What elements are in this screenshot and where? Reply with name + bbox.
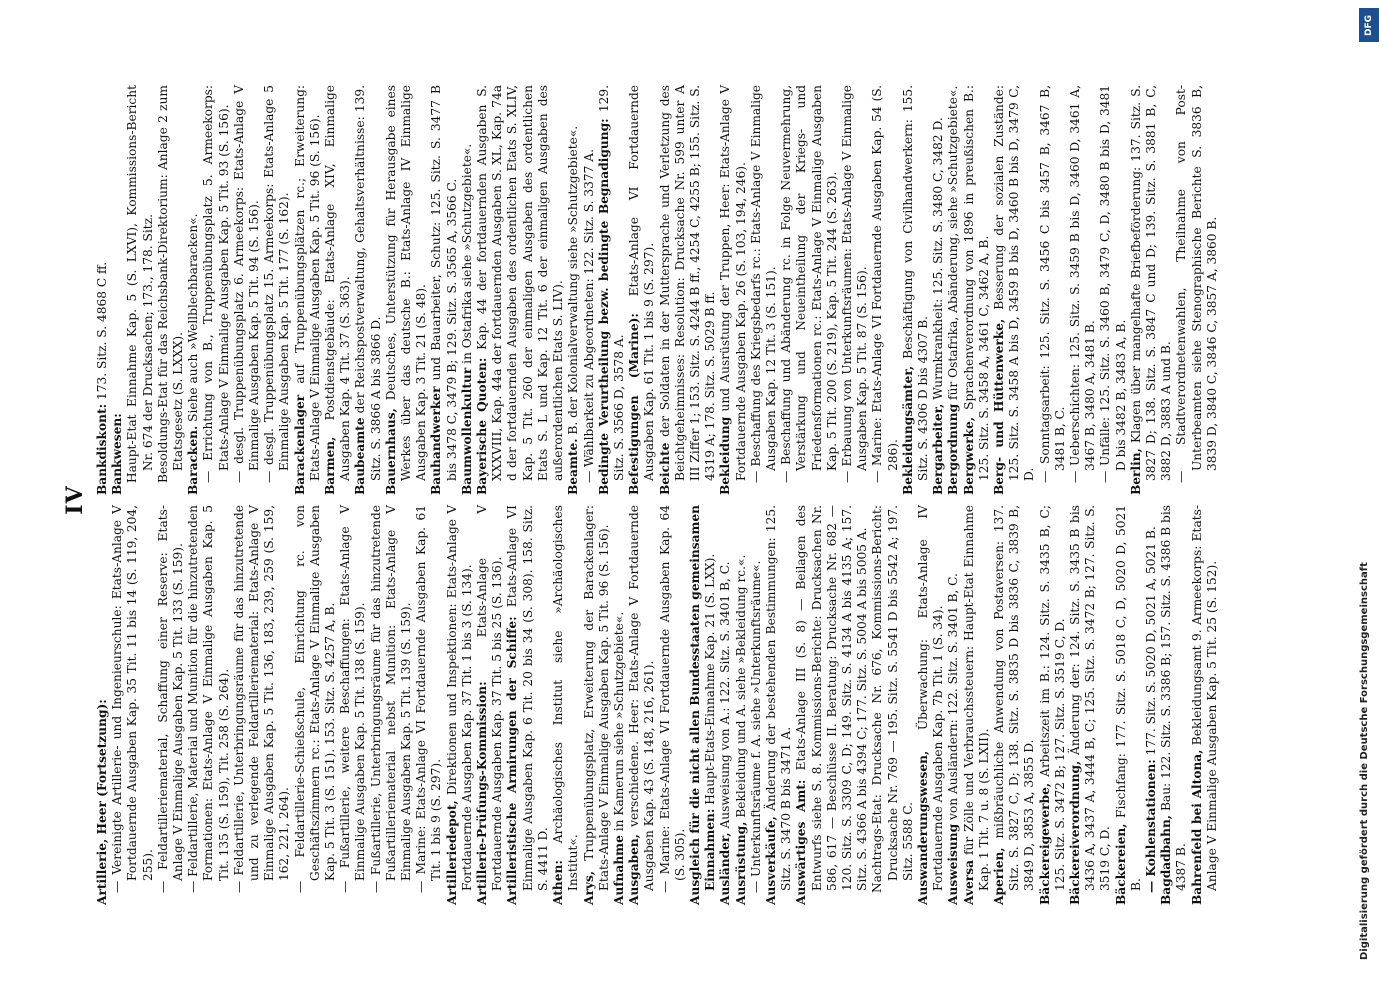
index-entry [1068,85,1098,495]
index-entry-text: und Bauarbeiter, Schutz: 125. Sitz. S. 3477 B bis 3478 C, 3479 B; 129. Sitz. S. 3565 A, 3566 C. [429,85,459,481]
index-entry-heading: Berlin, [1128,448,1143,495]
index-entry-text: Kap. 44 der fortdauernden Ausgaben S. XXXVIII, Kap. 44a der fortdauernden Ausgaben S. XL, Kap. 74a d der fortdauernden Ausgaben des ordentlichen Etats S. XLIV, Kap. 5 Tit. 260 der einmaligen Ausgaben des ordentlichen Etats S. L und Kap. 12 Tit. 6 der einmaligen Ausgaben des außerordentlichen Etats S. LIV). [475,85,566,481]
index-entry-text: auf Truppenübungsplätzen rc.; Erweiterung: Etats-Anlage V Einmalige Ausgaben Kap. 5 Tit. 96 (S. 156). [292,85,322,481]
index-entry-text: Sprachenverordnung von 1896 in preußischen B.: 125. Sitz. S. 3458 A, 3461 C, 3462 A, B. [961,85,991,481]
index-entry [95,85,110,495]
index-entry [870,85,900,495]
index-entry [1068,505,1114,905]
index-entry-text: — Feldartillerie, Unterbringungsräume für das hinzutretende und zu verlegende Feldartilleriematerial: Etats-Anlage V Einmalige Ausgaben Kap. 5 Tit. 136, 183, 239, 259 (S. 159, 162, 221, 264). [231,505,292,893]
index-entry [658,85,719,495]
index-entry-text: 129. Sitz. S. 3566 D, 3578 A. [596,85,626,481]
index-entry-text: — Feldartillerie, Material und Munition für die hinzutretenden Formationen: Etats-Anlage V Einmalige Ausgaben Kap. 5 Tit. 135 (S. 159), Tit. 258 (S. 264). [186,505,231,893]
index-entry-heading: Baracken. [186,425,201,495]
index-entry-heading: Auswärtiges Amt: [794,779,809,905]
index-entry-text: — Marine: Etats-Anlage VI Fortdauernde Ausgaben Kap. 61 Tit. 1 bis 9 (S. 297). [414,505,444,893]
index-entry [870,505,916,905]
index-entry-heading: Aperien, [991,847,1006,905]
index-entry-heading: Bauernhaus, [383,408,398,495]
index-entry-text: Besoldungs-Etat für das Reichsbank-Direktorium: Anlage 2 zum Etatsgesetz (S. LXXX). [155,85,186,483]
index-entry-heading: Barmen, [323,436,338,495]
index-entry-heading: Bayerische Quoten: [475,357,490,495]
index-entry-heading: Ausrüstung, [733,821,748,905]
index-entry-heading: Bäckereiverordnung, [1068,760,1082,905]
index-entry-heading: Bauhandwerker [429,386,444,495]
index-entry-heading: Bergordnung [946,403,961,495]
index-entry-heading: Bergarbeiter, [931,403,946,495]
index-entry [688,505,718,905]
index-entry-heading: Bekleidung [718,416,733,495]
index-entry [962,505,992,905]
index-entry [293,505,339,905]
index-entry [901,85,931,495]
index-entry-heading: Beamte. [566,438,581,495]
index-entry-text: — Marine: Etats-Anlage VI Fortdauernde Ausgaben Kap. 54 (S. 286). [870,85,900,483]
index-entry-text: — Unfälle: 125. Sitz. S. 3460 B, 3479 C, D, 3480 B bis D, 3481 D bis 3482 B, 3483 A, B. [1098,85,1128,483]
index-entry [794,505,870,905]
index-entry [1190,505,1220,905]
index-entry-text: — Ueberschichten: 125. Sitz. S. 3459 B bis D, 3460 D, 3461 A, 3467 B, 3480 A, 3481 B. [1068,85,1098,483]
index-entry-text: Klagen über mangelhafte Briefbeförderung: 137. Sitz. S. 3827 D; 138. Sitz. S. 3847 C und D; 139. Sitz. S. 3881 B, C, 3882 D, 3883 A und B. [1128,85,1174,481]
index-entry [414,505,444,905]
index-entry [946,85,961,495]
index-entry [201,85,231,495]
index-entry-heading: Bedingte Verurtheilung bezw. bedingte Begnadigung: [596,118,611,495]
index-entry-text: — Errichtung von B., Truppenübungsplatz 5. Armeekorps: Etats-Anlage V Einmalige Ausgaben Kap. 5 Tit. 93 (S. 156). [201,85,231,483]
index-entry-text: 173. Sitz. S. 4868 C ff. [95,261,109,404]
index-entry-text: — desgl. Truppenübungsplatz 6. Armeekorps: Etats-Anlage V Einmalige Ausgaben Kap. 5 Tit. 94 (S. 156). [231,85,262,483]
index-entry [156,85,186,495]
index-entry-heading: Bergwerke, [961,416,976,495]
index-entry-text: Bekleidungsamt 9. Armeekorps: Etats-Anlage V Einmalige Ausgaben Kap. 5 Tit. 25 (S. 152). [1189,505,1219,891]
index-entry-text: Postdienstgebäude: Etats-Anlage XIV, Einmalige Ausgaben Kap. 4 Tit. 37 (S. 363). [323,85,353,481]
index-entry [764,505,794,905]
index-entry-text: Besserung der sozialen Zustände: 125. Sitz. S. 3458 A bis D, 3459 B bis D, 3460 B bis D, 3479 C, D. [991,85,1037,481]
index-entry [429,85,459,495]
index-entry [779,85,840,495]
index-entry-text: Fischfang: 177. Sitz. S. 5018 C, D, 5020 D, 5021 B. [1113,505,1143,891]
index-entry [916,505,946,905]
index-entry [612,505,627,905]
index-entry-text: in Kamerun siehe »Schutzgebiete«. [611,611,626,836]
index-entry [1129,85,1175,495]
index-entry-heading: Artilleristische Armirungen der Schiffe: [505,616,520,905]
index-entry [262,85,292,495]
index-entry-heading: Ausgaben, [627,834,642,905]
index-column-left [95,505,1220,905]
index-entry-text: — Fußartillerie, weitere Beschaffungen: Etats-Anlage V Einmalige Ausgaben Kap. 5 Tit. 138 (S. 159). [338,505,368,893]
index-entry-text: Archäologisches Institut siehe »Archäologisches Institut«. [551,505,581,891]
index-entry [186,85,201,495]
index-entry-text: Haupt-Etats-Einnahme Kap. 21 (S. LXX). [703,553,718,809]
index-entry-heading: Athen: [551,860,566,905]
index-entry [475,85,566,495]
index-entry-heading: Barackenlager [292,394,307,495]
index-entry-heading: Bäckereien, [1113,823,1128,905]
index-entry [384,85,430,495]
index-entry-text: Etats-Anlage V Fortdauernde Ausgaben Kap. 37 Tit. 5 bis 25 (S. 136). [475,505,505,891]
index-entry-text: Etats-Anlage III (S. 8) — Beilagen des Entwurfs siehe S. 8. Kommissions-Berichte: Drucksachen Nr. 586, 617 — Beschlüsse II. Beratung: Drucksache Nr. 682 — 120. Sitz. S. 3309 C, D; 149. Sitz. S. 4134 A bis 4135 A; 157. Sitz. S. 4366 A bis 4394 C; 177. Sitz. S. 5004 A bis 5005 A. [794,504,870,891]
index-entry-text: Bau: 122. Sitz. S. 3386 B; 157. Sitz. S. 4386 B bis 4387 B. [1159,505,1189,891]
index-entry-heading: Artilleriedepot, [444,800,459,905]
index-entry-text: Ausweisung von A.: 122. Sitz. S. 3401 B, C. [718,561,733,833]
index-entry-text: B. der Kolonialverwaltung siehe »Schutzgebiete«. [566,125,581,439]
index-entry-text: Etats-Anlage VI Fortdauernde Ausgaben Kap. 61 Tit. 1 bis 9 (S. 297). [627,85,657,481]
index-entry-text: — Beschaffung des Kriegsbedarfs rc.: Etats-Anlage V Einmalige Ausgaben Kap. 12 Tit. 3 (S. 151). [748,85,778,483]
index-entry-heading: Befestigungen (Marine): [627,313,642,495]
index-entry-text: — Beschaffung und Abänderung rc. in Folge Neuvermehrung, Verstärkung und Neueintheilung der Kriegs- und Friedensformationen rc.: Etats-Anlage V Einmalige Ausgaben Kap. 5 Tit. 200 (S. 219), Kap. 5 Tit. 244 (S. 263). [779,85,839,483]
index-entry [293,85,323,495]
index-entry-text: verschiedene. Heer: Etats-Anlage V Fortdauernde Ausgaben Kap. 43 (S. 148, 216, 261). [627,505,657,891]
index-entry-heading: Berg- und Hüttenwerke, [991,318,1006,495]
index-entry-heading: Bekleidungsämter, [900,365,915,495]
index-entry [1144,505,1159,905]
index-entry [931,85,946,495]
index-entry [232,85,262,495]
digitization-stamp [1359,0,1379,1000]
index-entry-heading: Ausverkäufe, [763,816,778,905]
dfg-logo: DFG [1359,8,1379,42]
index-entry-text: für Zölle und Verbrauchssteuern: Haupt-Etat Einnahme Kap. 1 Tit. 7 u. 8 (S. LXII). [961,505,991,891]
index-entry [1114,505,1144,905]
index-entry-text: Nachtrags-Etat: Drucksache Nr. 676, Kommissions-Bericht: Drucksache Nr. 769 — 195. Sitz. S. 5541 D bis 5542 A; 197. Sitz. 5588 C. [870,505,915,893]
index-entry-heading: Aversa [961,860,976,905]
stamp-text: Digitalisierung gefördert durch die Deutsche Forschungsgemeinschaft [1359,562,1370,960]
index-entry-heading: Beichte [657,442,672,495]
index-entry-heading: Bäckereigewerbe, [1037,782,1052,905]
index-entry [110,85,125,495]
index-entry [962,85,992,495]
index-entry [110,505,156,905]
index-entry-heading: Arys, [581,870,596,905]
index-entry-text: Überwachung: Etats-Anlage IV Fortdauernde Ausgaben Kap. 7b Tit. 1 (S. 34). [915,505,946,891]
index-entry [369,505,415,905]
index-entry-text: — Erbauung von Unterkunftsräumen: Etats-Anlage V Einmalige Ausgaben Kap. 5 Tit. 87 (S. 156). [839,85,870,483]
index-entry-text: mißbräuchliche Anwendung von Postaversen: 137. Sitz. S. 3827 C, D; 138. Sitz. S. 3835 D bis 3836 C, 3839 B, 3849 D, 3853 A, 3855 D. [991,505,1037,891]
index-entry-text: — desgl. Truppenübungsplatz 15. Armeekorps: Etats-Anlage 5 Einmalige Ausgaben Kap. 5 Tit. 177 (S. 162). [262,85,292,483]
index-entry-text: Wurmkrankheit: 125. Sitz. S. 3480 C, 3482 D. [931,117,946,404]
index-entry [232,505,293,905]
index-entry [460,85,475,495]
index-entry-text: Arbeitszeit im B.: 124. Sitz. S. 3435 B, C; 125. Sitz. S. 3472 B; 127. Sitz. S. 3519 C, D. [1037,505,1067,891]
index-entry-text: — Feldartillerie-Schießschule, Einrichtung rc. von Geschäftszimmern rc.: Etats-Anlage V Einmalige Ausgaben Kap. 5 Tit. 3 (S. 151). 153. Sitz. S. 4257 A, B. [292,505,338,893]
index-entry [1038,85,1068,495]
index-entry-text: in Ostafrika siehe »Schutzgebiete«. [459,143,474,368]
index-entry-text: Beschäftigung von Civilhandwerkern: 155. Sitz. S. 4306 D bis 4307 B. [900,85,930,481]
index-column-right [95,85,1220,495]
index-entry [734,505,749,905]
index-entry [718,505,733,905]
index-entry [338,505,368,905]
index-entry [156,505,186,905]
index-entry [505,505,551,905]
index-entry-heading: Auswanderungswesen, [915,750,930,905]
index-entry-text: — Fußartillerie, Unterbringungsräume für das hinzutretende Fußartilleriematerial nebst Munition: Etats-Anlage V Einmalige Ausgaben Kap. 5 Tit. 139 (S. 159). [368,505,414,893]
index-entry [749,85,779,495]
index-entry [551,505,581,905]
index-entry-text: Direktionen und Inspektionen: Etats-Anlage V Fortdauernde Ausgaben Kap. 37 Tit. 1 bis 3 (S. 134). [444,505,474,891]
index-entry-heading: Ausgleich für die nicht allen Bundesstaaten gemeinsamen Einnahmen: [687,505,718,905]
index-entry-heading: Bankdiskont: [95,403,109,495]
index-entry [1098,85,1128,495]
index-entry-text: und Ausrüstung der Truppen, Heer: Etats-Anlage V Fortdauernde Ausgaben Kap. 26 (S. 103, 194, 246). [718,85,748,481]
index-entry-heading: Baumwollenkultur [459,367,474,495]
index-entry [1159,505,1189,905]
index-entry-heading: Ausländer, [718,832,733,905]
index-entry [992,505,1038,905]
index-entry [597,85,627,495]
index-entry-text: von Ausländern: 122. Sitz. S. 3401 B, C. [946,573,961,824]
index-entry [582,85,597,495]
index-entry-heading: Artillerie, Heer (Fortsetzung): [95,699,109,905]
index-entry-heading: — Kohlenstationen: [1144,759,1159,893]
index-entry [582,505,612,905]
index-entry-text: der Soldaten in der Muttersprache und Verletzung des Beichtgeheimnisses: Resolution: Drucksache Nr. 599 unter A III Ziffer 1; 153. Sitz. S. 4244 B ff., 4254 C, 4255 B; 155. Sitz. S. 4319 A; 178. Sitz. S. 5029 B ff. [657,85,718,481]
index-entry-text: 177. Sitz. S. 5020 D, 5021 A, 5021 B. [1144,526,1159,760]
index-entry-heading: Artillerie-Prüfungs-Kommission: [475,681,490,905]
index-entry-text: Bekleidung und A. siehe »Bekleidung rc.«. [733,554,748,822]
index-entry-heading: Baubeamte [353,417,368,495]
index-entry-text: für Ostafrika, Abänderung, siehe »Schutzgebiete«. [946,85,961,404]
index-entry [1174,85,1220,495]
index-entry [992,85,1038,495]
index-entry [627,505,657,905]
index-entry [125,85,155,495]
index-entry [353,85,383,495]
index-entry-text: der Reichspostverwaltung, Gehaltsverhältnisse: 139. Sitz. S. 3866 A bis 3866 D. [353,85,383,481]
index-entry-text: Siehe auch »Wellblechbaracken«. [186,213,201,426]
index-entry [95,505,110,905]
index-entry-heading: Aufnahme [611,835,626,905]
index-entry [445,505,475,905]
index-entry-text: — Marine: Etats-Anlage VI Fortdauernde Ausgaben Kap. 64 (S. 305). [657,505,687,893]
index-entry-heading: Bagdadbahn, [1159,814,1174,905]
index-entry [946,505,961,905]
index-entry-text: Deutsches, Unterstützung für Herausgabe eines Werkes über das deutsche B.: Etats-Anlage IV Einmalige Ausgaben Kap. 3 Tit. 21 (S. 48). [383,85,429,481]
index-entry-text: — Sonntagsarbeit: 125. Sitz. S. 3456 C bis 3457 B, 3467 B, 3481 B, C. [1037,85,1067,483]
index-entry [718,85,748,495]
index-entry-text: Haupt-Etat Einnahme Kap. 5 (S. LXVI), Kommissions-Bericht Nr. 674 der Drucksachen; 173., 178. Sitz. [125,85,155,483]
index-entry [323,85,353,495]
index-entry-text: Truppenübungsplatz, Erweiterung der Barackenlager: Etats-Anlage V Einmalige Ausgaben Kap. 5 Tit. 96 (S. 156). [581,505,611,891]
index-entry [840,85,870,495]
index-entry [186,505,232,905]
index-entry [627,85,657,495]
index-entry-text: Änderung der bestehenden Bestimmungen: 125. Sitz. S. 3470 B bis 3471 A. [763,505,794,891]
index-entry [566,85,581,495]
index-entry-text: — Feldartilleriematerial, Schaffung einer Reserve: Etats-Anlage V Einmalige Ausgaben Kap. 5 Tit. 133 (S. 159). [155,505,186,893]
index-entry-text: — Stadtverordnetenwahlen, Theilnahme von Post-Unterbeamten siehe Stenographische Berichte S. 3836 B, 3839 D, 3840 C, 3846 C, 3857 A, 3860 B. [1174,85,1219,483]
index-entry-text: — Unterkunftsräume f. A. siehe »Unterkunftsräume«. [748,560,763,893]
index-entry-heading: Bahrenfeld bei Altona, [1189,749,1204,905]
index-entry-text: Änderung der: 124. Sitz. S. 3435 B bis 3436 A, 3437 A, 3444 B, C; 125. Sitz. S. 3472 B; 127. Sitz. S. 3519 C, D. [1068,505,1113,891]
index-entry-text: — Wählbarkeit zu Abgeordneten: 122. Sitz. S. 3377 A. [581,149,596,483]
index-entry [749,505,764,905]
index-entry-heading: Ausweisung [946,823,961,905]
index-entry-heading: Bankwesen: [110,413,125,495]
index-entry-text: Etats-Anlage VI Einmalige Ausgaben Kap. 6 Tit. 20 bis 34 (S. 308). 158. Sitz. S. 4411 D. [505,504,550,891]
index-entry-text: — Vereinigte Artillerie- und Ingenieurschule: Etats-Anlage V Fortdauernde Ausgaben Kap. 35 Tit. 11 bis 14 (S. 119, 204, 255). [110,505,155,893]
index-entry [475,505,505,905]
index-entry [658,505,688,905]
page-number: IV [62,485,88,515]
index-entry [1038,505,1068,905]
